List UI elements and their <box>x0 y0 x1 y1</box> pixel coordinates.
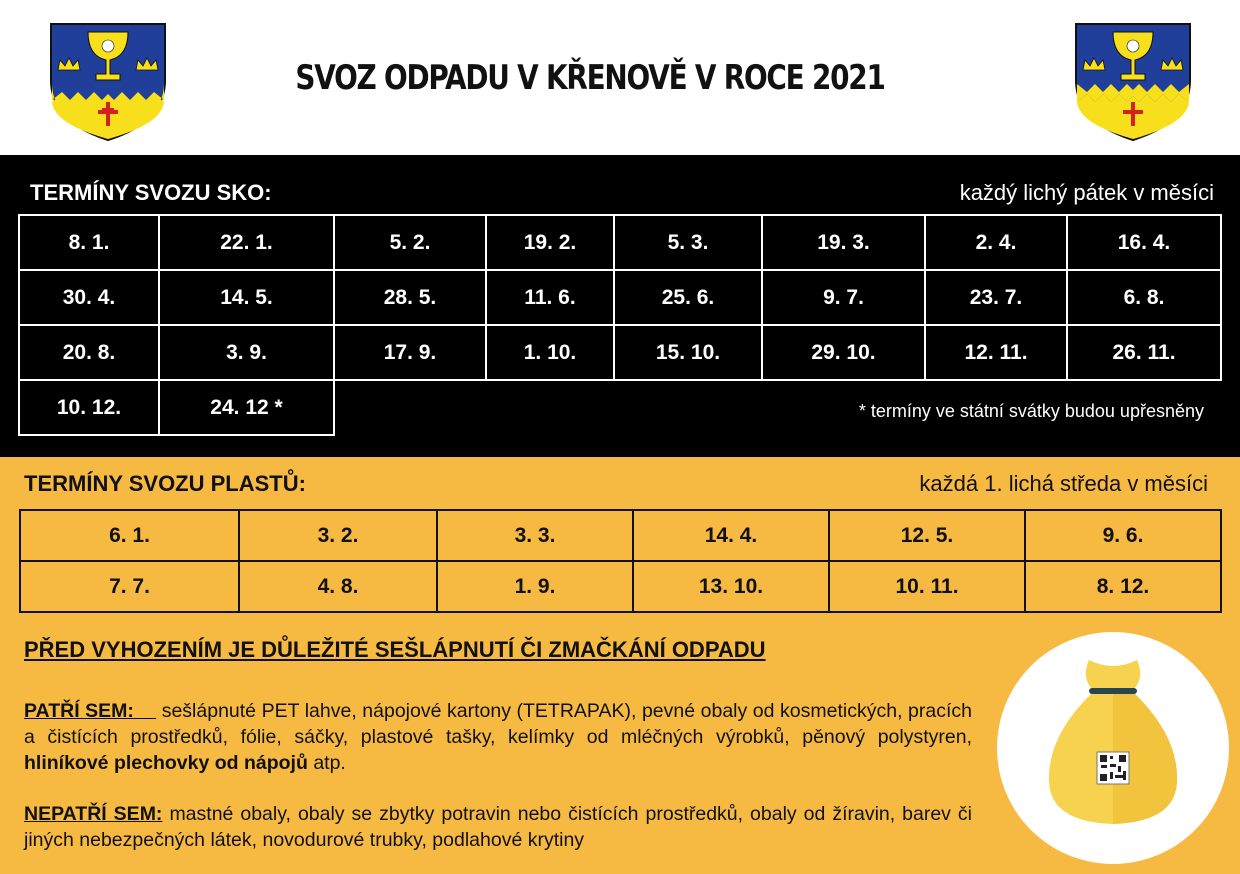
plastics-frequency-note: každá 1. lichá středa v měsíci <box>919 471 1208 496</box>
date-cell: 11. 6. <box>486 270 614 325</box>
crush-warning: PŘED VYHOZENÍM JE DŮLEŽITÉ SEŠLÁPNUTÍ ČI ZMAČKÁNÍ ODPADU <box>24 637 766 662</box>
not-belongs-label: NEPATŘÍ SEM: <box>24 803 163 825</box>
date-cell: 1. 9. <box>437 561 633 612</box>
date-cell: 25. 6. <box>614 270 762 325</box>
municipal-coat-of-arms-icon <box>1073 22 1193 142</box>
date-cell: 9. 6. <box>1025 510 1221 561</box>
belongs-end-text: atp. <box>313 752 346 774</box>
municipal-coat-of-arms-icon <box>48 22 168 142</box>
date-cell: 6. 1. <box>20 510 239 561</box>
table-row <box>19 270 1221 325</box>
date-cell: 30. 4. <box>19 270 159 325</box>
date-cell: 4. 8. <box>239 561 437 612</box>
table-row <box>19 215 1221 270</box>
date-cell: 10. 11. <box>829 561 1025 612</box>
date-cell: 19. 2. <box>486 215 614 270</box>
sko-heading: TERMÍNY SVOZU SKO: <box>30 180 272 205</box>
plastics-section <box>0 457 1240 874</box>
date-cell: 24. 12 * <box>159 380 334 435</box>
date-cell: 14. 5. <box>159 270 334 325</box>
date-cell: 19. 3. <box>762 215 925 270</box>
date-cell: 7. 7. <box>20 561 239 612</box>
belongs-bold-text: hliníkové plechovky od nápojů <box>24 752 308 774</box>
date-cell: 3. 9. <box>159 325 334 380</box>
date-cell: 13. 10. <box>633 561 829 612</box>
date-cell: 2. 4. <box>925 215 1067 270</box>
date-cell: 6. 8. <box>1067 270 1221 325</box>
date-cell: 15. 10. <box>614 325 762 380</box>
not-belongs-text: mastné obaly, obaly se zbytky potravin nebo čistících prostředků, obaly od žíravin, barev či jiných nebezpečných látek, novodurové trubky, podlahové krytiny <box>24 803 972 851</box>
date-cell: 17. 9. <box>334 325 486 380</box>
date-cell: 16. 4. <box>1067 215 1221 270</box>
date-cell: 8. 12. <box>1025 561 1221 612</box>
date-cell: 23. 7. <box>925 270 1067 325</box>
date-cell: 26. 11. <box>1067 325 1221 380</box>
date-cell: 20. 8. <box>19 325 159 380</box>
table-row <box>20 561 1221 612</box>
date-cell: 8. 1. <box>19 215 159 270</box>
date-cell: 5. 2. <box>334 215 486 270</box>
date-cell: 9. 7. <box>762 270 925 325</box>
not-belongs-paragraph <box>24 801 972 853</box>
header <box>0 0 1240 155</box>
date-cell: 1. 10. <box>486 325 614 380</box>
page-title: SVOZ ODPADU V KŘENOVĚ V ROCE 2021 <box>295 58 885 98</box>
date-cell: 3. 3. <box>437 510 633 561</box>
table-row <box>19 325 1221 380</box>
plastics-schedule-table <box>19 509 1222 613</box>
bag-badge <box>997 632 1229 864</box>
holiday-footnote: * termíny ve státní svátky budou upřesněny <box>858 401 1204 421</box>
date-cell: 10. 12. <box>19 380 159 435</box>
belongs-label: PATŘÍ SEM: <box>24 700 134 722</box>
date-cell: 3. 2. <box>239 510 437 561</box>
date-cell: 28. 5. <box>334 270 486 325</box>
belongs-paragraph <box>24 698 972 776</box>
date-cell: 22. 1. <box>159 215 334 270</box>
date-cell: 29. 10. <box>762 325 925 380</box>
waste-bag-icon <box>997 632 1229 864</box>
table-row <box>20 510 1221 561</box>
date-cell: 12. 5. <box>829 510 1025 561</box>
plastics-heading: TERMÍNY SVOZU PLASTŮ: <box>24 471 306 496</box>
sko-frequency-note: každý lichý pátek v měsíci <box>959 180 1214 205</box>
date-cell: 12. 11. <box>925 325 1067 380</box>
belongs-text: sešlápnuté PET lahve, nápojové kartony (TETRAPAK), pevné obaly od kosmetických, pracích a čistících prostředků, fólie, sáčky, plastové tašky, kelímky od mléčných výrobků, pěnový polystyren, <box>24 700 972 748</box>
date-cell: 14. 4. <box>633 510 829 561</box>
sko-section <box>0 155 1240 457</box>
date-cell: 5. 3. <box>614 215 762 270</box>
